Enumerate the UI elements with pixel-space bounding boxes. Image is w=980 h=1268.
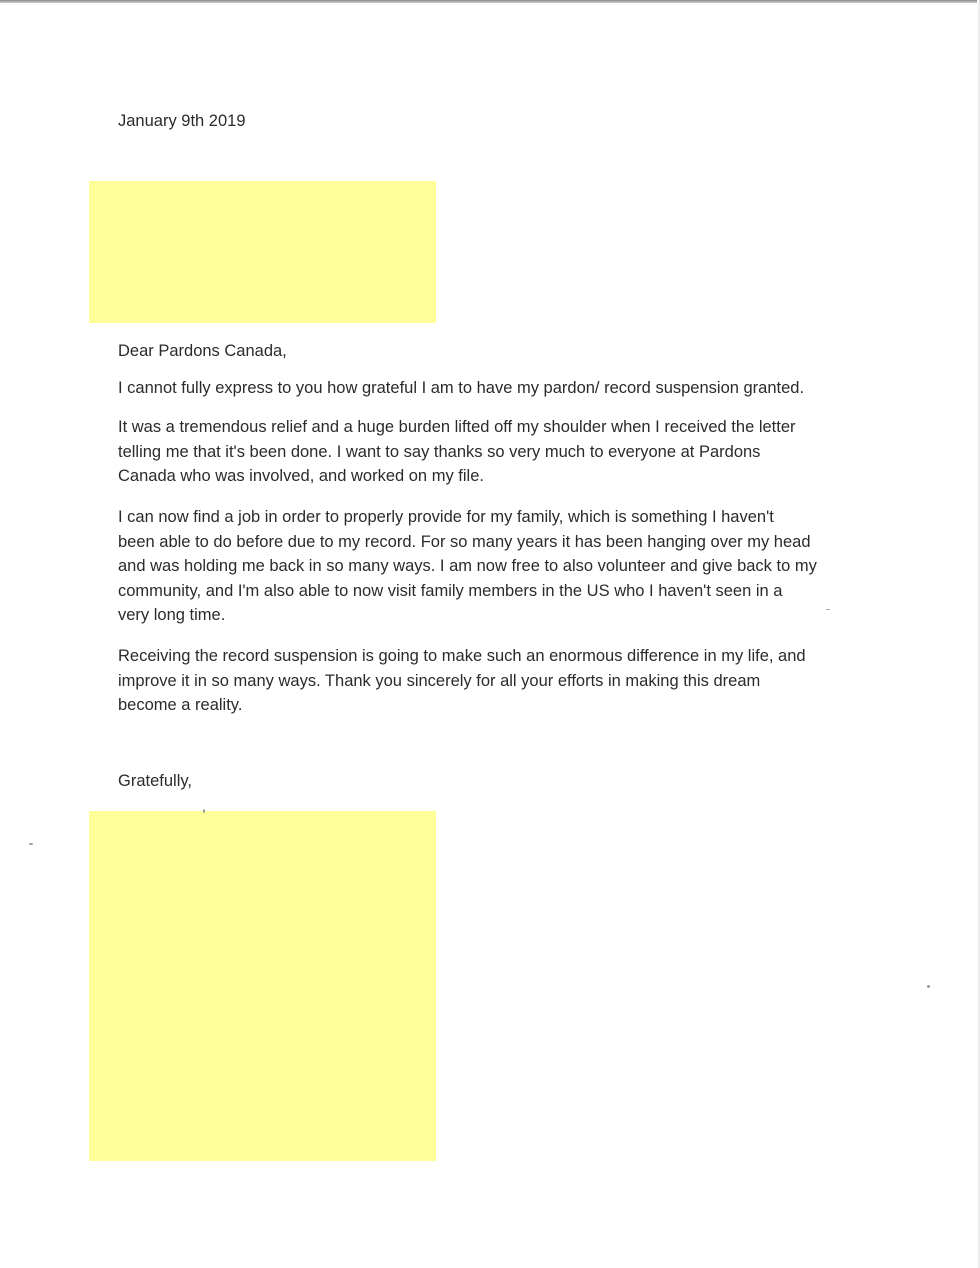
paragraph-2 [118,415,878,489]
letter-date: January 9th 2019 [118,112,246,130]
paragraph-line: It was a tremendous relief and a huge burden lifted off my shoulder when I received the letter [118,418,796,436]
paragraph-line: been able to do before due to my record. For so many years it has been hanging over my head [118,532,811,551]
scan-speck [826,609,830,610]
paragraph-line: Receiving the record suspension is going to make such an enormous difference in my life, and [118,647,806,665]
scan-speck [203,809,205,813]
paragraph-line: I can now find a job in order to properly provide for my family, which is something I haven't [118,508,774,526]
paragraph-line: improve it in so many ways. Thank you sincerely for all your efforts in making this dream [118,671,761,690]
closing: Gratefully, [118,772,192,790]
paragraph-line: Canada who was involved, and worked on my file. [118,467,484,485]
salutation: Dear Pardons Canada, [118,342,287,360]
paragraph-line: telling me that it's been done. I want to say thanks so very much to everyone at Pardons [118,442,761,461]
paragraph-line: community, and I'm also able to now visit family members in the US who I haven't seen in a [118,581,783,600]
paragraph-line: very long time. [118,606,226,624]
paragraph-1 [118,376,878,401]
scan-top-edge [0,0,980,3]
paragraph-line: I cannot fully express to you how grateful I am to have my pardon/ record suspension granted. [118,379,805,397]
paragraph-4 [118,644,878,718]
redacted-signature-block [89,811,436,1161]
scan-speck [927,985,930,988]
paragraph-line: become a reality. [118,696,243,714]
scan-speck [29,843,33,845]
paragraph-line: and was holding me back in so many ways. I am now free to also volunteer and give back to my [118,557,817,575]
paragraph-3 [118,505,878,628]
redacted-address-block [89,181,436,323]
